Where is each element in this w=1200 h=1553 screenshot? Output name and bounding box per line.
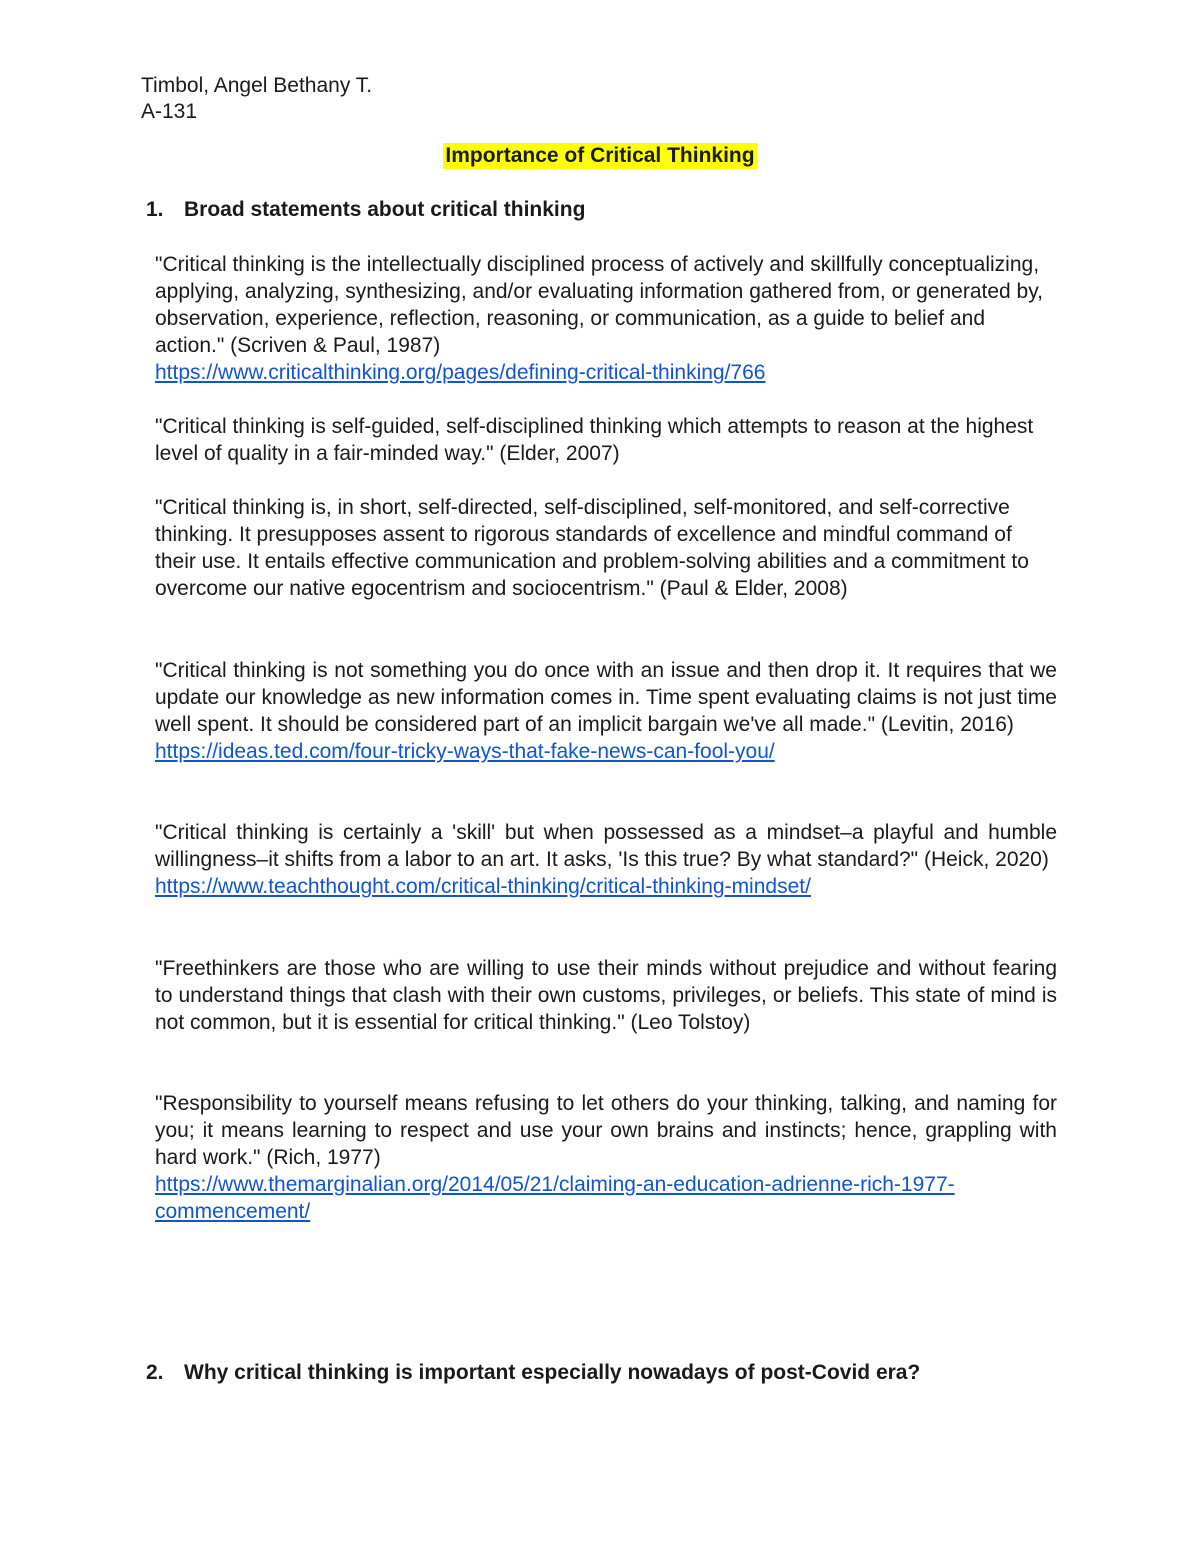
quote-text: "Critical thinking is the intellectually disciplined process of actively and skillfully conceptualizing, applying, analyzing, synthesizing, and/or evaluating information gathered from, or generated by, observation, experience, reflection, reasoning, or communication, as a guide to belief and action." (Scriven & Paul, 1987)	[155, 253, 1043, 357]
section-number: 2.	[146, 1361, 164, 1384]
quote-text: "Critical thinking is not something you do once with an issue and then drop it. It requires that we update our knowledge as new information comes in. Time spent evaluating claims is not just time well spent. It should be considered part of an implicit bargain we've all made." (Levitin, 2016)	[155, 659, 1057, 736]
quote-block	[155, 413, 1057, 467]
quote-text: "Freethinkers are those who are willing to use their minds without prejudice and without fearing to understand things that clash with their own customs, privileges, or beliefs. This state of mind is not common, but it is essential for critical thinking." (Leo Tolstoy)	[155, 957, 1057, 1034]
quote-block	[155, 494, 1057, 602]
document-title: Importance of Critical Thinking	[445, 144, 755, 167]
quote-text: "Responsibility to yourself means refusing to let others do your thinking, talking, and naming for you; it means learning to respect and use your own brains and instincts; hence, grappling with hard work." (Rich, 1977)	[155, 1092, 1057, 1169]
quote-block	[155, 819, 1057, 900]
source-link[interactable]: https://www.criticalthinking.org/pages/defining-critical-thinking/766	[155, 361, 766, 384]
section-heading-text: Why critical thinking is important especially nowadays of post-Covid era?	[184, 1361, 921, 1384]
section-heading-text: Broad statements about critical thinking	[184, 198, 586, 221]
class-section: A-131	[141, 100, 198, 123]
quote-text: "Critical thinking is self-guided, self-disciplined thinking which attempts to reason at the highest level of quality in a fair-minded way." (Elder, 2007)	[155, 415, 1034, 465]
source-link[interactable]: https://www.themarginalian.org/2014/05/21/claiming-an-education-adrienne-rich-1977-commencement/	[155, 1173, 955, 1223]
author-name: Timbol, Angel Bethany T.	[141, 74, 373, 97]
source-link[interactable]: https://ideas.ted.com/four-tricky-ways-that-fake-news-can-fool-you/	[155, 740, 775, 763]
quote-block	[155, 657, 1057, 765]
quote-text: "Critical thinking is, in short, self-directed, self-disciplined, self-monitored, and self-corrective thinking. It presupposes assent to rigorous standards of excellence and mindful command of their use. It entails effective communication and problem-solving abilities and a commitment to overcome our native egocentrism and sociocentrism." (Paul & Elder, 2008)	[155, 496, 1029, 600]
section-heading-2	[146, 1360, 920, 1386]
quote-block	[155, 251, 1057, 386]
document-title-row	[0, 143, 1200, 169]
quote-block	[155, 1090, 1057, 1225]
section-number: 1.	[146, 198, 164, 221]
quote-text: "Critical thinking is certainly a 'skill' but when possessed as a mindset–a playful and humble willingness–it shifts from a labor to an art. It asks, 'Is this true? By what standard?" (Heick, 2020)	[155, 821, 1057, 871]
section-heading-1	[146, 197, 585, 223]
source-link[interactable]: https://www.teachthought.com/critical-thinking/critical-thinking-mindset/	[155, 875, 811, 898]
quote-block	[155, 955, 1057, 1036]
